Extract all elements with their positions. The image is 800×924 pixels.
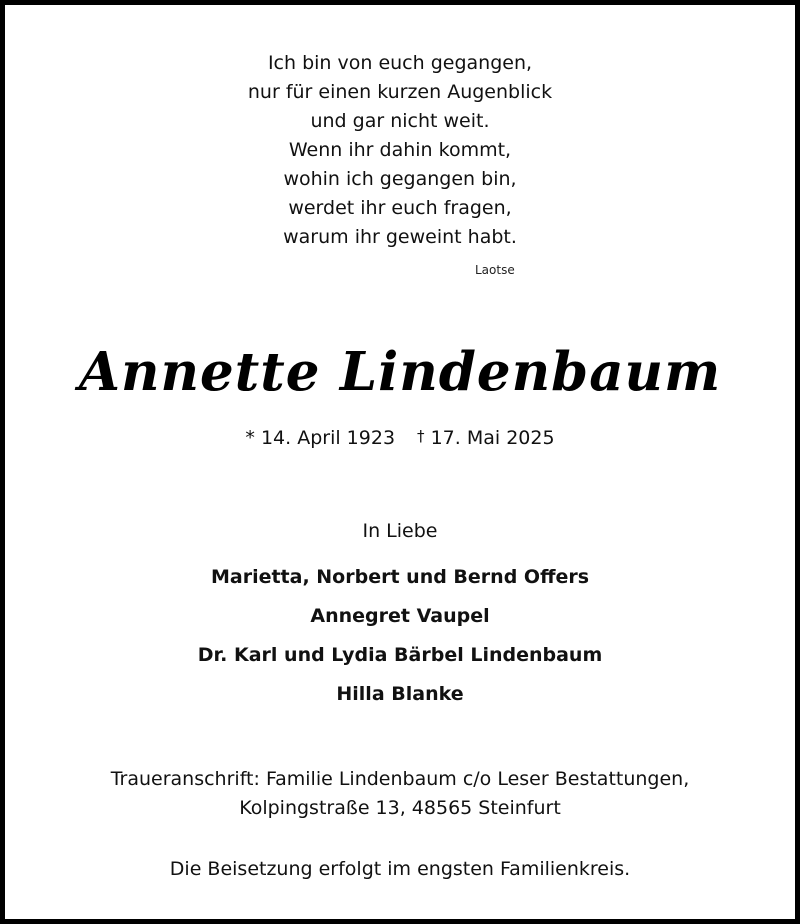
poem-line: wohin ich gegangen bin, bbox=[283, 168, 517, 190]
burial-note: Die Beisetzung erfolgt im engsten Familienkreis. bbox=[169, 858, 631, 880]
mourner-name: Dr. Karl und Lydia Bärbel Lindenbaum bbox=[197, 644, 603, 666]
dagger-icon: † bbox=[417, 427, 425, 445]
mourner-name: Hilla Blanke bbox=[336, 683, 464, 705]
poem-line: Ich bin von euch gegangen, bbox=[267, 52, 533, 74]
address-line: Traueranschrift: Familie Lindenbaum c/o Leser Bestattungen, bbox=[110, 768, 690, 790]
poem-author: Laotse bbox=[475, 263, 515, 277]
mourner-name: Marietta, Norbert und Bernd Offers bbox=[210, 566, 590, 588]
death-date: 17. Mai 2025 bbox=[430, 427, 555, 449]
mourners-list bbox=[5, 565, 795, 721]
poem-line: Wenn ihr dahin kommt, bbox=[288, 139, 512, 161]
poem-line: werdet ihr euch fragen, bbox=[288, 197, 512, 219]
mourning-address bbox=[5, 765, 795, 823]
life-dates bbox=[5, 427, 795, 449]
birth-date: * 14. April 1923 bbox=[245, 427, 396, 449]
poem-line: warum ihr geweint habt. bbox=[283, 226, 517, 248]
poem-line: und gar nicht weit. bbox=[310, 110, 490, 132]
mourner-name: Annegret Vaupel bbox=[310, 605, 490, 627]
poem bbox=[5, 49, 795, 252]
mourners-intro: In Liebe bbox=[362, 520, 438, 542]
deceased-name: Annette Lindenbaum bbox=[78, 341, 722, 403]
address-line: Kolpingstraße 13, 48565 Steinfurt bbox=[239, 797, 561, 819]
poem-line: nur für einen kurzen Augenblick bbox=[247, 81, 553, 103]
